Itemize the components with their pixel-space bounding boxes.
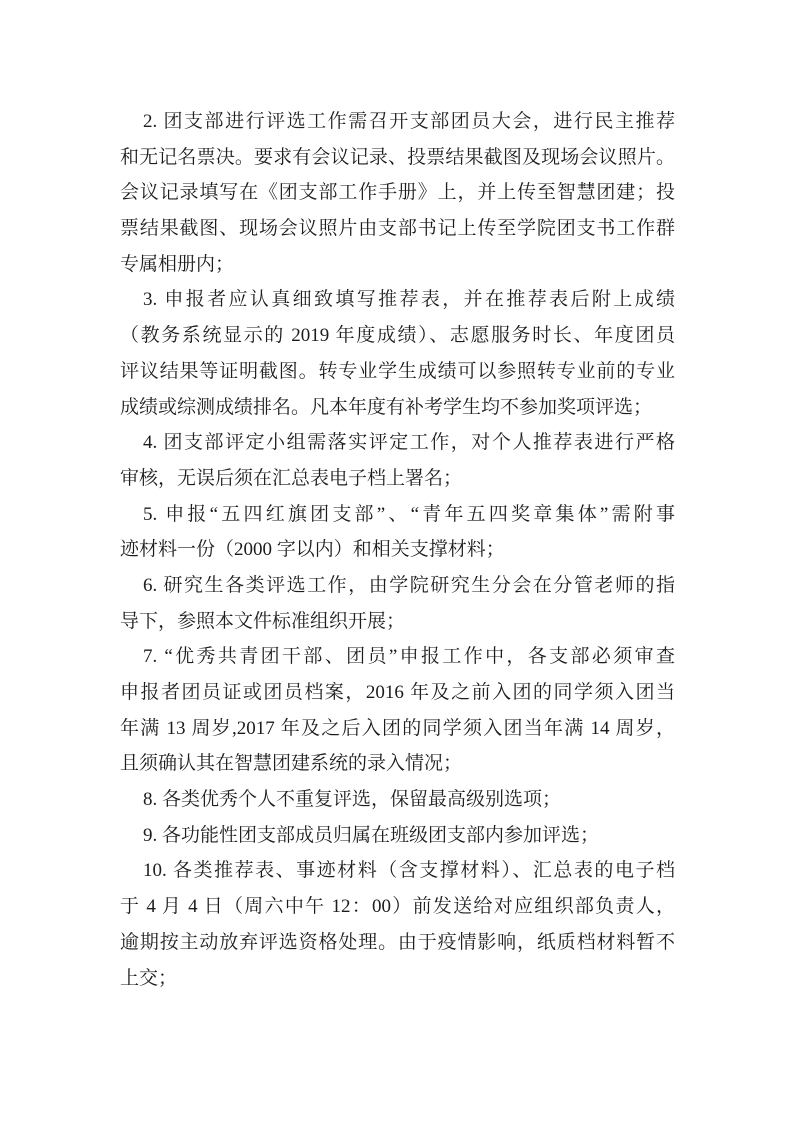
paragraph-9 bbox=[120, 818, 675, 854]
text-line: 会议记录填写在《团支部工作手册》上，并上传至智慧团建；投 bbox=[120, 182, 675, 204]
text-line: （教务系统显示的 2019 年度成绩）、志愿服务时长、年度团员 bbox=[120, 325, 675, 347]
paragraph-7 bbox=[120, 639, 675, 782]
text-line: 且须确认其在智慧团建系统的录入情况； bbox=[120, 753, 463, 775]
paragraph-5 bbox=[120, 497, 675, 568]
text-line: 票结果截图、现场会议照片由支部书记上传至学院团支书工作群 bbox=[120, 218, 675, 240]
paragraph-6 bbox=[120, 568, 675, 639]
text-line: 3. 申报者应认真细致填写推荐表，并在推荐表后附上成绩 bbox=[143, 289, 675, 311]
text-line: 6. 研究生各类评选工作，由学院研究生分会在分管老师的指 bbox=[143, 574, 675, 596]
text-line: 年满 13 周岁,2017 年及之后入团的同学须入团当年满 14 周岁， bbox=[120, 717, 675, 739]
text-line: 导下，参照本文件标准组织开展； bbox=[120, 610, 406, 632]
text-line: 专属相册内； bbox=[120, 253, 235, 275]
text-line: 上交； bbox=[120, 967, 178, 989]
text-line: 和无记名票决。要求有会议记录、投票结果截图及现场会议照片。 bbox=[120, 146, 675, 168]
document-body bbox=[120, 104, 675, 996]
text-line: 7. “优秀共青团干部、团员”申报工作中，各支部必须审查 bbox=[143, 646, 675, 668]
text-line: 审核，无误后须在汇总表电子档上署名； bbox=[120, 467, 463, 489]
paragraph-2 bbox=[120, 104, 675, 282]
text-line: 2. 团支部进行评选工作需召开支部团员大会，进行民主推荐 bbox=[143, 111, 675, 132]
paragraph-3 bbox=[120, 282, 675, 425]
text-line: 迹材料一份（2000 字以内）和相关支撑材料； bbox=[120, 539, 505, 561]
text-line: 逾期按主动放弃评选资格处理。由于疫情影响，纸质档材料暂不 bbox=[120, 931, 675, 953]
paragraph-8 bbox=[120, 782, 675, 818]
text-line: 评议结果等证明截图。转专业学生成绩可以参照转专业前的专业 bbox=[120, 360, 675, 382]
text-line: 9. 各功能性团支部成员归属在班级团支部内参加评选； bbox=[143, 824, 600, 846]
paragraph-10 bbox=[120, 853, 675, 996]
text-line: 10. 各类推荐表、事迹材料（含支撑材料）、汇总表的电子档 bbox=[143, 860, 675, 882]
text-line: 申报者团员证或团员档案，2016 年及之前入团的同学须入团当 bbox=[120, 682, 675, 703]
paragraph-4 bbox=[120, 425, 675, 496]
text-line: 成绩或综测成绩排名。凡本年度有补考学生均不参加奖项评选； bbox=[120, 396, 653, 418]
text-line: 5. 申报“五四红旗团支部”、“青年五四奖章集体”需附事 bbox=[143, 503, 675, 525]
text-line: 于 4 月 4 日（周六中午 12：00）前发送给对应组织部负责人， bbox=[120, 896, 675, 918]
text-line: 8. 各类优秀个人不重复评选，保留最高级别选项； bbox=[143, 789, 562, 811]
text-line: 4. 团支部评定小组需落实评定工作，对个人推荐表进行严格 bbox=[143, 432, 675, 454]
